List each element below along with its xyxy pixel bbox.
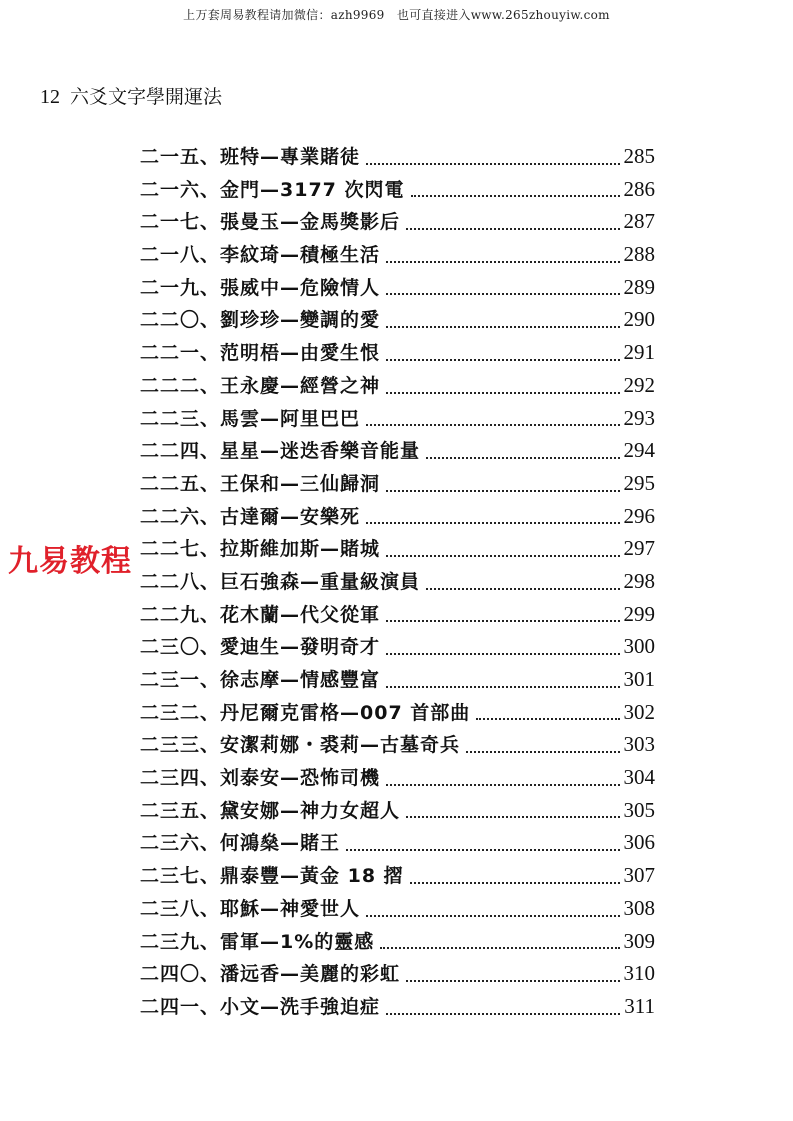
toc-entry [140,892,655,925]
dot-leader [386,620,619,622]
toc-entry-page: 289 [623,274,655,299]
toc-entry-title: 二二九、花木蘭—代父從軍 [140,603,381,626]
toc-entry-title: 二二一、范明梧—由愛生恨 [140,342,381,365]
toc-entry-page: 292 [623,372,655,397]
toc-entry-title: 二三八、耶穌—神愛世人 [140,897,361,920]
toc-entry [140,826,655,859]
toc-entry-title: 二三六、何鴻燊—賭王 [140,832,341,855]
toc-entry-page: 309 [623,928,655,953]
toc-entry-page: 304 [623,765,655,790]
toc-entry [140,173,655,206]
dot-leader [411,195,620,197]
toc-entry-title: 二三七、鼎泰豐—黃金 18 摺 [140,865,404,888]
toc-entry-page: 307 [623,863,655,888]
toc-entry-title: 二三五、黛安娜—神力女超人 [140,799,401,822]
dot-leader [386,653,619,655]
toc-entry-page: 291 [623,340,655,365]
toc-entry [140,140,655,173]
dot-leader [386,1013,620,1015]
toc-entry-title: 二二〇、劉珍珍—變調的愛 [140,309,381,332]
dot-leader [476,718,619,720]
toc-entry [140,957,655,990]
toc-entry-title: 二二四、星星—迷迭香樂音能量 [140,440,421,463]
toc-entry [140,859,655,892]
dot-leader [406,980,619,982]
toc-entry [140,205,655,238]
dot-leader [386,326,619,328]
dot-leader [406,816,619,818]
toc-entry [140,532,655,565]
toc-entry-page: 303 [623,732,655,757]
dot-leader [406,228,619,230]
toc-entry-title: 二二二、王永慶—經營之神 [140,374,381,397]
dot-leader [366,163,619,165]
dot-leader [386,686,619,688]
dot-leader [386,490,619,492]
toc-entry [140,238,655,271]
dot-leader [466,751,619,753]
dot-leader [346,849,619,851]
toc-entry [140,696,655,729]
toc-entry-page: 310 [623,961,655,986]
toc-entry-page: 287 [623,209,655,234]
toc-entry [140,369,655,402]
toc-entry-page: 308 [623,895,655,920]
toc-entry-page: 305 [623,797,655,822]
toc-entry-page: 299 [623,601,655,626]
toc-entry-page: 302 [623,699,655,724]
toc-entry-title: 二一九、張威中—危險情人 [140,276,381,299]
toc-entry-page: 293 [623,405,655,430]
dot-leader [366,522,619,524]
toc-entry-page: 298 [623,568,655,593]
toc-entry-title: 二三二、丹尼爾克雷格—007 首部曲 [140,701,471,724]
toc-entry [140,565,655,598]
toc-entry [140,467,655,500]
toc-entry [140,663,655,696]
toc-entry-page: 297 [623,536,655,561]
toc-entry-title: 二四〇、潘远香—美麗的彩虹 [140,963,401,986]
toc-entry [140,336,655,369]
table-of-contents [140,140,655,1023]
toc-entry-page: 311 [624,993,655,1018]
toc-entry-title: 二二六、古達爾—安樂死 [140,505,361,528]
toc-entry-title: 二二七、拉斯維加斯—賭城 [140,538,381,561]
toc-entry-page: 288 [623,242,655,267]
toc-entry [140,402,655,435]
watermark-logo: 九易教程 [8,544,132,579]
dot-leader [386,359,619,361]
toc-entry [140,271,655,304]
toc-entry [140,598,655,631]
toc-entry [140,925,655,958]
book-title: 六爻文字學開運法 [70,86,223,108]
toc-entry [140,728,655,761]
toc-entry-title: 二一六、金門—3177 次閃電 [140,178,405,201]
top-banner: 上万套周易教程请加微信：azh9969 也可直接进入www.265zhouyiw.com [183,8,610,22]
toc-entry [140,500,655,533]
dot-leader [380,947,619,949]
dot-leader [426,457,619,459]
toc-entry-page: 295 [623,470,655,495]
dot-leader [386,293,619,295]
page-header [40,82,222,109]
toc-entry [140,761,655,794]
toc-entry-title: 二四一、小文—洗手強迫症 [140,995,381,1018]
dot-leader [366,915,619,917]
dot-leader [386,784,619,786]
toc-entry-title: 二一五、班特—專業賭徒 [140,146,361,168]
dot-leader [386,555,619,557]
toc-entry-title: 二三一、徐志摩—情感豐富 [140,669,381,691]
toc-entry-page: 285 [623,144,655,168]
toc-entry [140,630,655,663]
toc-entry [140,794,655,827]
page-number: 12 [40,86,60,108]
dot-leader [386,392,619,394]
toc-entry-page: 306 [623,830,655,855]
toc-entry [140,303,655,336]
toc-entry-title: 二二八、巨石強森—重量級演員 [140,570,421,593]
toc-entry-title: 二二五、王保和—三仙歸洞 [140,472,381,495]
toc-entry-title: 二二三、馬雲—阿里巴巴 [140,407,361,430]
dot-leader [386,261,619,263]
dot-leader [426,588,619,590]
toc-entry-title: 二一八、李紋琦—積極生活 [140,244,381,267]
toc-entry-page: 300 [623,634,655,659]
toc-entry-title: 二三四、刘泰安—恐怖司機 [140,767,381,790]
toc-entry-title: 二三〇、愛迪生—發明奇才 [140,636,381,659]
toc-entry-title: 二三九、雷軍—1%的靈感 [140,930,375,953]
dot-leader [410,882,620,884]
toc-entry [140,434,655,467]
toc-entry [140,990,655,1023]
toc-entry-page: 294 [623,438,655,463]
toc-entry-title: 二一七、張曼玉—金馬獎影后 [140,211,401,234]
dot-leader [366,424,619,426]
toc-entry-page: 301 [623,667,655,691]
toc-entry-title: 二三三、安潔莉娜・裘莉—古墓奇兵 [140,734,461,757]
toc-entry-page: 296 [623,503,655,528]
toc-entry-page: 286 [623,176,655,201]
toc-entry-page: 290 [623,307,655,332]
